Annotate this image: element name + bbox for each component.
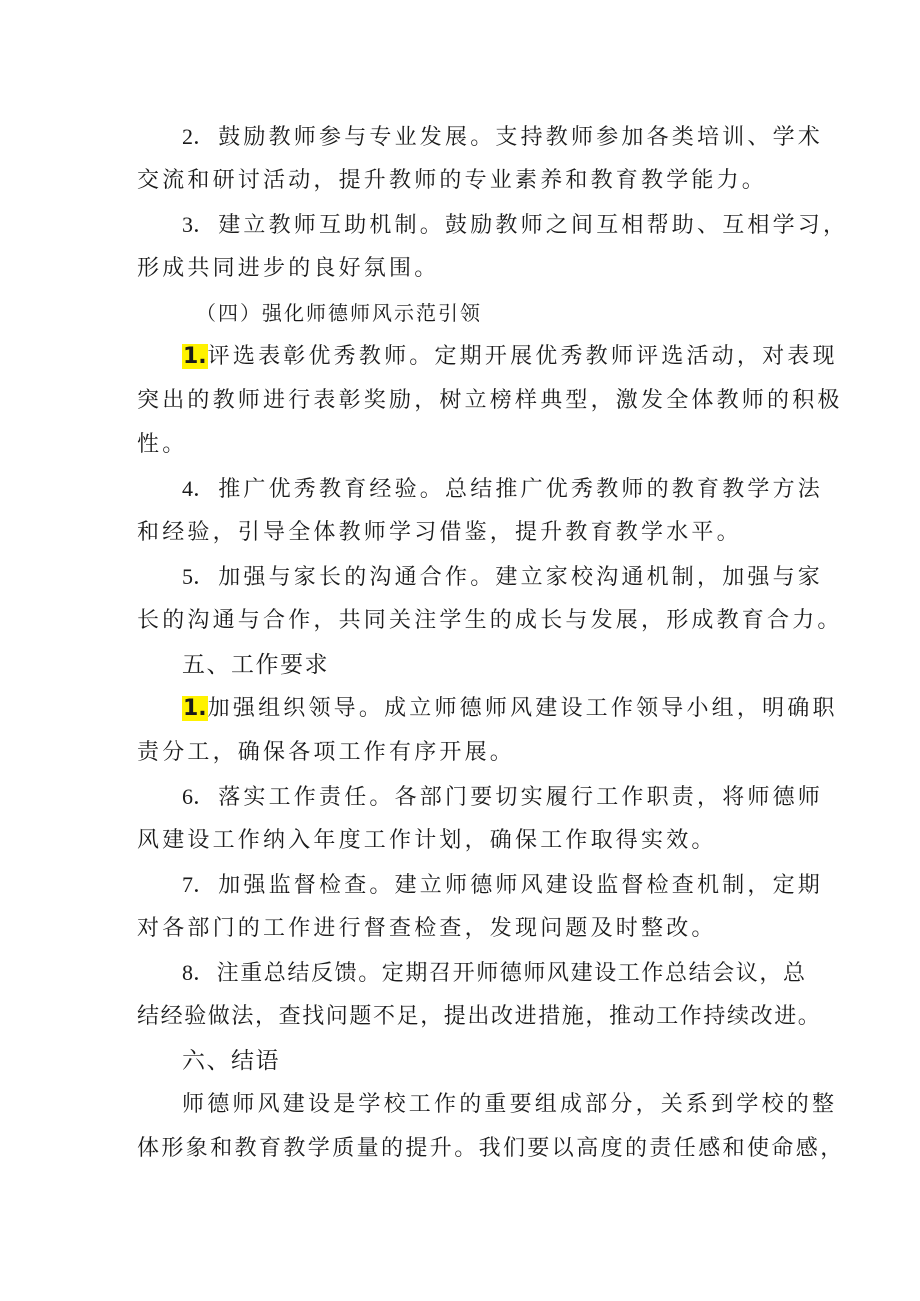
paragraph-5-1-line-2: 责分工，确保各项工作有序开展。 — [137, 740, 516, 765]
item-number: 7 — [182, 872, 193, 897]
heading-section-5: 五、工作要求 — [182, 652, 329, 678]
paragraph-5-7-line-2: 对各部门的工作进行督查检查，发现问题及时整改。 — [137, 916, 717, 941]
paragraph-text: ．加强与家长的沟通合作。建立家校沟通机制，加强与家 — [193, 565, 824, 590]
paragraph-4-1-line-1 — [182, 342, 838, 372]
item-number: 4 — [182, 476, 193, 501]
section-4-title: （四）强化师德师风示范引领 — [196, 301, 482, 325]
paragraph-5-1-line-1 — [182, 694, 838, 724]
paragraph-5-6-line-1 — [182, 782, 823, 813]
paragraph-4-5-line-2: 长的沟通与合作，共同关注学生的成长与发展，形成教育合力。 — [137, 608, 843, 633]
paragraph-text: ．落实工作责任。各部门要切实履行工作职责，将师德师 — [193, 785, 824, 810]
paragraph-text: ．鼓励教师参与专业发展。支持教师参加各类培训、学术 — [193, 125, 824, 150]
paragraph-text: ．注重总结反馈。定期召开师德师风建设工作总结会议，总 — [193, 961, 807, 986]
heading-section-6: 六、结语 — [182, 1048, 280, 1074]
item-number: 8 — [182, 960, 193, 985]
paragraph-text: 加强组织领导。成立师德师风建设工作领导小组，明确职 — [207, 696, 838, 721]
paragraph-text: ．加强监督检查。建立师德师风建设监督检查机制，定期 — [193, 873, 824, 898]
paragraph-2-line-1 — [182, 122, 823, 153]
paragraph-5-8-line-2: 结经验做法，查找问题不足，提出改进措施，推动工作持续改进。 — [137, 1004, 822, 1029]
paragraph-3-line-1 — [182, 210, 848, 241]
paragraph-text: ．建立教师互助机制。鼓励教师之间互相帮助、互相学习， — [193, 213, 849, 238]
paragraph-5-7-line-1 — [182, 870, 823, 901]
paragraph-3-line-2: 形成共同进步的良好氛围。 — [137, 256, 440, 281]
paragraph-text: 评选表彰优秀教师。定期开展优秀教师评选活动，对表现 — [207, 344, 838, 369]
paragraph-4-1-line-3: 性。 — [137, 432, 188, 457]
item-number: 3 — [182, 212, 193, 237]
conclusion-line-2: 体形象和教育教学质量的提升。我们要以高度的责任感和使命感， — [137, 1136, 845, 1161]
conclusion-line-1: 师德师风建设是学校工作的重要组成部分，关系到学校的整 — [182, 1092, 838, 1117]
highlighted-item-number: 1. — [183, 344, 207, 369]
paragraph-4-4-line-2: 和经验，引导全体教师学习借鉴，提升教育教学水平。 — [137, 520, 742, 545]
paragraph-4-1-line-2: 突出的教师进行表彰奖励，树立榜样典型，激发全体教师的积极 — [137, 388, 843, 413]
paragraph-4-4-line-1 — [182, 474, 823, 505]
paragraph-2-line-2: 交流和研讨活动，提升教师的专业素养和教育教学能力。 — [137, 168, 768, 193]
paragraph-4-5-line-1 — [182, 562, 823, 593]
paragraph-5-6-line-2: 风建设工作纳入年度工作计划，确保工作取得实效。 — [137, 828, 717, 853]
paragraph-text: ．推广优秀教育经验。总结推广优秀教师的教育教学方法 — [193, 477, 824, 502]
item-number: 5 — [182, 564, 193, 589]
item-number: 6 — [182, 784, 193, 809]
paragraph-5-8-line-1 — [182, 958, 807, 989]
item-number: 2 — [182, 124, 193, 149]
highlighted-item-number: 1. — [183, 696, 207, 721]
